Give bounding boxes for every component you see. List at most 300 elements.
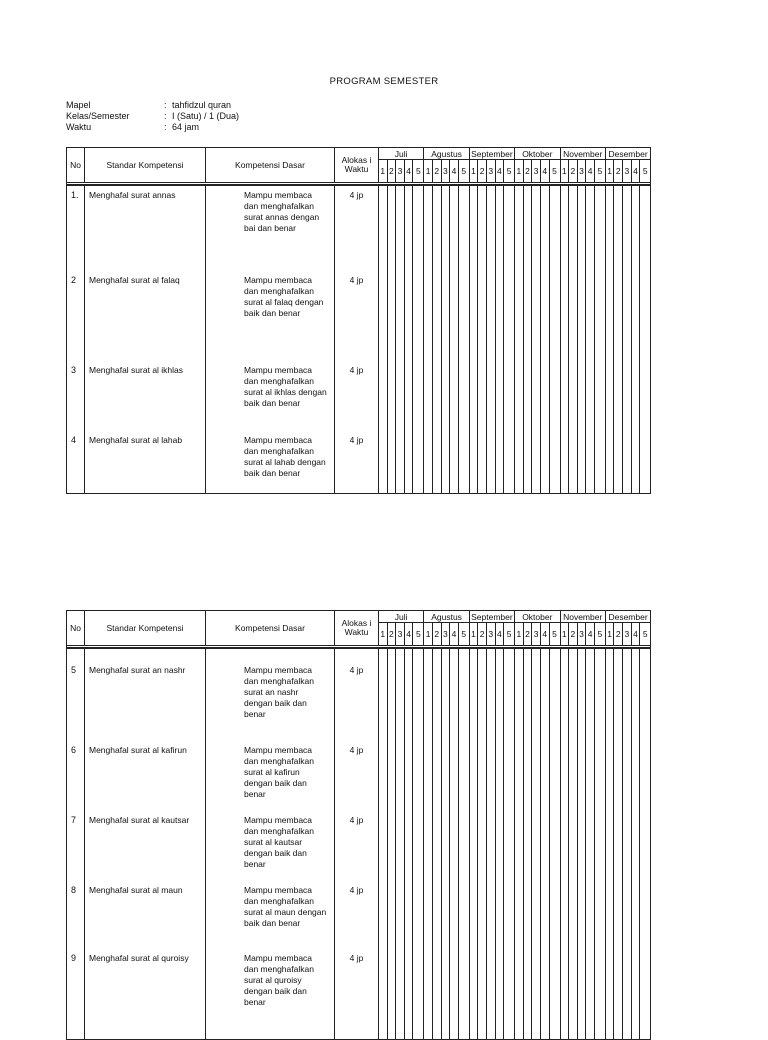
row-no: 7: [67, 811, 85, 881]
week-cell: [614, 881, 623, 949]
spacer-cell: [594, 648, 605, 661]
row-standar-kompetensi: Menghafal surat al lahab: [85, 431, 206, 493]
header-month: Desember: [605, 148, 650, 160]
header-kompetensi-dasar: Kompetensi Dasar: [206, 148, 335, 183]
spacer-cell: [631, 648, 640, 661]
week-cell: [515, 949, 524, 1039]
week-cell: [569, 361, 578, 431]
week-cell: [569, 661, 578, 741]
spacer-cell: [605, 648, 614, 661]
week-cell: [515, 431, 524, 493]
header-week: 4: [495, 623, 504, 646]
spacer-cell: [404, 648, 413, 661]
header-week: 1: [379, 623, 388, 646]
week-cell: [640, 881, 651, 949]
week-cell: [432, 271, 441, 361]
week-cell: [413, 431, 424, 493]
spacer-cell: [424, 648, 433, 661]
header-week: 5: [458, 623, 469, 646]
week-cell: [486, 185, 495, 271]
week-cell: [486, 811, 495, 881]
week-cell: [532, 431, 541, 493]
week-cell: [532, 661, 541, 741]
header-week: 5: [413, 623, 424, 646]
week-cell: [450, 361, 459, 431]
week-cell: [577, 949, 586, 1039]
header-month: Desember: [605, 611, 650, 623]
header-week: 4: [586, 623, 595, 646]
row-alokasi-waktu: 4 jp: [335, 811, 379, 881]
row-alokasi-waktu: 4 jp: [335, 741, 379, 811]
week-cell: [495, 811, 504, 881]
week-cell: [586, 185, 595, 271]
week-cell: [478, 741, 487, 811]
week-cell: [387, 185, 396, 271]
spacer-cell: [458, 648, 469, 661]
week-cell: [379, 361, 388, 431]
week-cell: [560, 881, 569, 949]
header-week: 4: [404, 160, 413, 183]
week-cell: [495, 949, 504, 1039]
week-cell: [432, 811, 441, 881]
page-title: PROGRAM SEMESTER: [329, 76, 439, 87]
week-cell: [387, 661, 396, 741]
week-cell: [577, 361, 586, 431]
week-cell: [469, 949, 478, 1039]
week-cell: [523, 949, 532, 1039]
week-cell: [441, 949, 450, 1039]
header-no: No: [67, 148, 85, 183]
week-cell: [560, 271, 569, 361]
week-cell: [486, 271, 495, 361]
week-cell: [540, 811, 549, 881]
spacer-cell: [504, 648, 515, 661]
week-cell: [532, 881, 541, 949]
week-cell: [504, 741, 515, 811]
week-cell: [640, 185, 651, 271]
week-cell: [432, 949, 441, 1039]
header-week: 1: [469, 160, 478, 183]
header-standar-kompetensi: Standar Kompetensi: [85, 611, 206, 646]
week-cell: [387, 741, 396, 811]
header-week: 5: [640, 160, 651, 183]
week-cell: [424, 185, 433, 271]
week-cell: [623, 881, 632, 949]
spacer-cell: [623, 648, 632, 661]
header-week: 4: [631, 623, 640, 646]
header-week: 5: [549, 160, 560, 183]
meta-value: I (Satu) / 1 (Dua): [172, 111, 240, 121]
week-cell: [424, 811, 433, 881]
week-cell: [413, 185, 424, 271]
week-cell: [387, 431, 396, 493]
spacer-cell: [569, 648, 578, 661]
week-cell: [640, 431, 651, 493]
table-row: [67, 881, 651, 949]
week-cell: [605, 949, 614, 1039]
week-cell: [413, 949, 424, 1039]
week-cell: [631, 661, 640, 741]
week-cell: [469, 741, 478, 811]
spacer-cell: [441, 648, 450, 661]
week-cell: [640, 741, 651, 811]
week-cell: [441, 431, 450, 493]
header-week: 5: [458, 160, 469, 183]
week-cell: [549, 661, 560, 741]
row-standar-kompetensi: Menghafal surat annas: [85, 185, 206, 271]
week-cell: [569, 185, 578, 271]
row-alokasi-waktu: 4 jp: [335, 949, 379, 1039]
table-row: [67, 741, 651, 811]
week-cell: [458, 811, 469, 881]
week-cell: [469, 881, 478, 949]
week-cell: [404, 949, 413, 1039]
meta-label: Mapel: [66, 100, 91, 110]
week-cell: [469, 661, 478, 741]
header-week: 4: [450, 160, 459, 183]
week-cell: [614, 361, 623, 431]
row-standar-kompetensi: Menghafal surat al ikhlas: [85, 361, 206, 431]
week-cell: [605, 361, 614, 431]
week-cell: [640, 811, 651, 881]
meta-colon: :: [164, 100, 167, 110]
row-kompetensi-dasar: Mampu membaca dan menghafalkan surat al lahab dengan baik dan benar: [206, 431, 335, 493]
spacer-cell: [413, 648, 424, 661]
header-week: 2: [523, 160, 532, 183]
header-week: 4: [540, 623, 549, 646]
week-cell: [515, 271, 524, 361]
header-week: 5: [549, 623, 560, 646]
week-cell: [523, 271, 532, 361]
week-cell: [614, 741, 623, 811]
header-row-months: [67, 148, 651, 160]
week-cell: [404, 431, 413, 493]
week-cell: [469, 361, 478, 431]
header-no: No: [67, 611, 85, 646]
week-cell: [631, 811, 640, 881]
week-cell: [523, 185, 532, 271]
week-cell: [540, 741, 549, 811]
week-cell: [379, 185, 388, 271]
week-cell: [623, 271, 632, 361]
spacer-cell: [206, 648, 335, 661]
week-cell: [424, 431, 433, 493]
row-kompetensi-dasar: Mampu membaca dan menghafalkan surat an nashr dengan baik dan benar: [206, 661, 335, 741]
week-cell: [404, 185, 413, 271]
row-alokasi-waktu: 4 jp: [335, 185, 379, 271]
week-cell: [413, 811, 424, 881]
week-cell: [504, 661, 515, 741]
week-cell: [396, 811, 405, 881]
week-cell: [614, 431, 623, 493]
week-cell: [560, 661, 569, 741]
row-no: 6: [67, 741, 85, 811]
header-standar-kompetensi: Standar Kompetensi: [85, 148, 206, 183]
header-week: 1: [424, 623, 433, 646]
week-cell: [450, 661, 459, 741]
week-cell: [396, 949, 405, 1039]
week-cell: [396, 661, 405, 741]
header-week: 2: [432, 160, 441, 183]
header-week: 3: [532, 623, 541, 646]
meta-colon: :: [164, 122, 167, 132]
week-cell: [478, 361, 487, 431]
week-cell: [605, 811, 614, 881]
week-cell: [413, 881, 424, 949]
week-cell: [515, 741, 524, 811]
week-cell: [379, 661, 388, 741]
header-week: 1: [515, 623, 524, 646]
row-no: 3: [67, 361, 85, 431]
week-cell: [458, 661, 469, 741]
week-cell: [640, 661, 651, 741]
week-cell: [396, 741, 405, 811]
header-week: 3: [577, 623, 586, 646]
week-cell: [549, 431, 560, 493]
week-cell: [515, 361, 524, 431]
week-cell: [458, 431, 469, 493]
header-week: 1: [515, 160, 524, 183]
week-cell: [486, 431, 495, 493]
week-cell: [441, 741, 450, 811]
header-month: November: [560, 611, 605, 623]
week-cell: [396, 185, 405, 271]
header-week: 4: [631, 160, 640, 183]
header-week: 4: [495, 160, 504, 183]
week-cell: [549, 811, 560, 881]
header-month: Juli: [379, 611, 424, 623]
week-cell: [379, 949, 388, 1039]
week-cell: [504, 949, 515, 1039]
row-standar-kompetensi: Menghafal surat al quroisy: [85, 949, 206, 1039]
header-week: 2: [569, 623, 578, 646]
header-week: 2: [387, 623, 396, 646]
spacer-cell: [486, 648, 495, 661]
week-cell: [631, 949, 640, 1039]
header-week: 1: [424, 160, 433, 183]
header-alokasi-waktu: Alokas i Waktu: [335, 611, 379, 646]
week-cell: [458, 881, 469, 949]
week-cell: [640, 361, 651, 431]
header-week: 1: [469, 623, 478, 646]
week-cell: [577, 271, 586, 361]
week-cell: [560, 741, 569, 811]
meta-row-mapel: [66, 100, 239, 111]
week-cell: [594, 741, 605, 811]
spacer-cell: [532, 648, 541, 661]
week-cell: [605, 185, 614, 271]
spacer-cell: [379, 648, 388, 661]
header-week: 4: [450, 623, 459, 646]
week-cell: [478, 661, 487, 741]
week-cell: [594, 271, 605, 361]
row-kompetensi-dasar: Mampu membaca dan menghafalkan surat al kafirun dengan baik dan benar: [206, 741, 335, 811]
spacer-cell: [549, 648, 560, 661]
week-cell: [586, 271, 595, 361]
week-cell: [614, 811, 623, 881]
week-cell: [532, 271, 541, 361]
week-cell: [504, 271, 515, 361]
week-cell: [504, 881, 515, 949]
table-row: [67, 271, 651, 361]
week-cell: [379, 271, 388, 361]
week-cell: [495, 881, 504, 949]
week-cell: [396, 431, 405, 493]
week-cell: [469, 811, 478, 881]
week-cell: [478, 185, 487, 271]
week-cell: [577, 741, 586, 811]
week-cell: [379, 881, 388, 949]
week-cell: [594, 949, 605, 1039]
row-alokasi-waktu: 4 jp: [335, 361, 379, 431]
week-cell: [623, 811, 632, 881]
header-month: September: [471, 148, 513, 159]
header-kompetensi-dasar: Kompetensi Dasar: [206, 611, 335, 646]
meta-row-kelas: [66, 111, 239, 122]
spacer-cell: [495, 648, 504, 661]
meta-value: 64 jam: [172, 122, 200, 132]
week-cell: [523, 881, 532, 949]
table-row: [67, 811, 651, 881]
week-cell: [387, 881, 396, 949]
spacer-cell: [560, 648, 569, 661]
header-week: 3: [532, 160, 541, 183]
week-cell: [594, 661, 605, 741]
header-alokasi-waktu: Alokas i Waktu: [335, 148, 379, 183]
header-week: 5: [413, 160, 424, 183]
header-week: 2: [387, 160, 396, 183]
week-cell: [623, 185, 632, 271]
week-cell: [532, 185, 541, 271]
row-kompetensi-dasar: Mampu membaca dan menghafalkan surat annas dengan bai dan benar: [206, 185, 335, 271]
week-cell: [549, 361, 560, 431]
week-cell: [586, 949, 595, 1039]
week-cell: [387, 949, 396, 1039]
header-row-months: [67, 611, 651, 623]
week-cell: [404, 271, 413, 361]
week-cell: [586, 361, 595, 431]
week-cell: [441, 881, 450, 949]
week-cell: [396, 271, 405, 361]
spacer-cell: [586, 648, 595, 661]
week-cell: [532, 741, 541, 811]
week-cell: [577, 185, 586, 271]
header-week: 3: [396, 160, 405, 183]
row-kompetensi-dasar: Mampu membaca dan menghafalkan surat al ikhlas dengan baik dan benar: [206, 361, 335, 431]
table-row: [67, 361, 651, 431]
week-cell: [486, 361, 495, 431]
week-cell: [605, 271, 614, 361]
program-table-2: [66, 610, 651, 1040]
week-cell: [458, 361, 469, 431]
header-week: 3: [441, 623, 450, 646]
week-cell: [577, 811, 586, 881]
week-cell: [450, 185, 459, 271]
header-week: 2: [569, 160, 578, 183]
spacer-cell: [614, 648, 623, 661]
header-week: 2: [614, 623, 623, 646]
week-cell: [450, 949, 459, 1039]
week-cell: [515, 811, 524, 881]
header-week: 2: [478, 160, 487, 183]
header-month: November: [560, 148, 605, 160]
week-cell: [404, 661, 413, 741]
header-week: 3: [486, 160, 495, 183]
week-cell: [450, 811, 459, 881]
week-cell: [424, 361, 433, 431]
week-cell: [586, 431, 595, 493]
week-cell: [605, 431, 614, 493]
week-cell: [424, 949, 433, 1039]
week-cell: [441, 811, 450, 881]
week-cell: [432, 741, 441, 811]
row-standar-kompetensi: Menghafal surat an nashr: [85, 661, 206, 741]
table-row: [67, 949, 651, 1039]
header-week: 3: [486, 623, 495, 646]
week-cell: [594, 811, 605, 881]
week-cell: [432, 361, 441, 431]
week-cell: [469, 271, 478, 361]
week-cell: [586, 811, 595, 881]
week-cell: [495, 741, 504, 811]
week-cell: [631, 361, 640, 431]
week-cell: [605, 741, 614, 811]
week-cell: [387, 811, 396, 881]
week-cell: [432, 661, 441, 741]
week-cell: [631, 271, 640, 361]
week-cell: [577, 661, 586, 741]
week-cell: [387, 361, 396, 431]
week-cell: [631, 185, 640, 271]
week-cell: [569, 431, 578, 493]
week-cell: [458, 741, 469, 811]
week-cell: [432, 185, 441, 271]
week-cell: [515, 661, 524, 741]
week-cell: [540, 271, 549, 361]
week-cell: [640, 949, 651, 1039]
header-week: 4: [540, 160, 549, 183]
week-cell: [404, 881, 413, 949]
week-cell: [560, 811, 569, 881]
week-cell: [594, 185, 605, 271]
week-cell: [631, 431, 640, 493]
week-cell: [504, 431, 515, 493]
row-standar-kompetensi: Menghafal surat al kafirun: [85, 741, 206, 811]
header-week: 3: [623, 160, 632, 183]
week-cell: [549, 741, 560, 811]
week-cell: [441, 361, 450, 431]
week-cell: [605, 661, 614, 741]
week-cell: [523, 811, 532, 881]
week-cell: [532, 811, 541, 881]
week-cell: [560, 431, 569, 493]
week-cell: [486, 949, 495, 1039]
week-cell: [495, 431, 504, 493]
header-week: 1: [379, 160, 388, 183]
week-cell: [549, 949, 560, 1039]
week-cell: [404, 361, 413, 431]
week-cell: [379, 811, 388, 881]
week-cell: [504, 361, 515, 431]
week-cell: [441, 661, 450, 741]
week-cell: [458, 271, 469, 361]
week-cell: [540, 361, 549, 431]
week-cell: [532, 361, 541, 431]
week-cell: [577, 431, 586, 493]
spacer-cell: [640, 648, 651, 661]
week-cell: [486, 741, 495, 811]
week-cell: [450, 741, 459, 811]
